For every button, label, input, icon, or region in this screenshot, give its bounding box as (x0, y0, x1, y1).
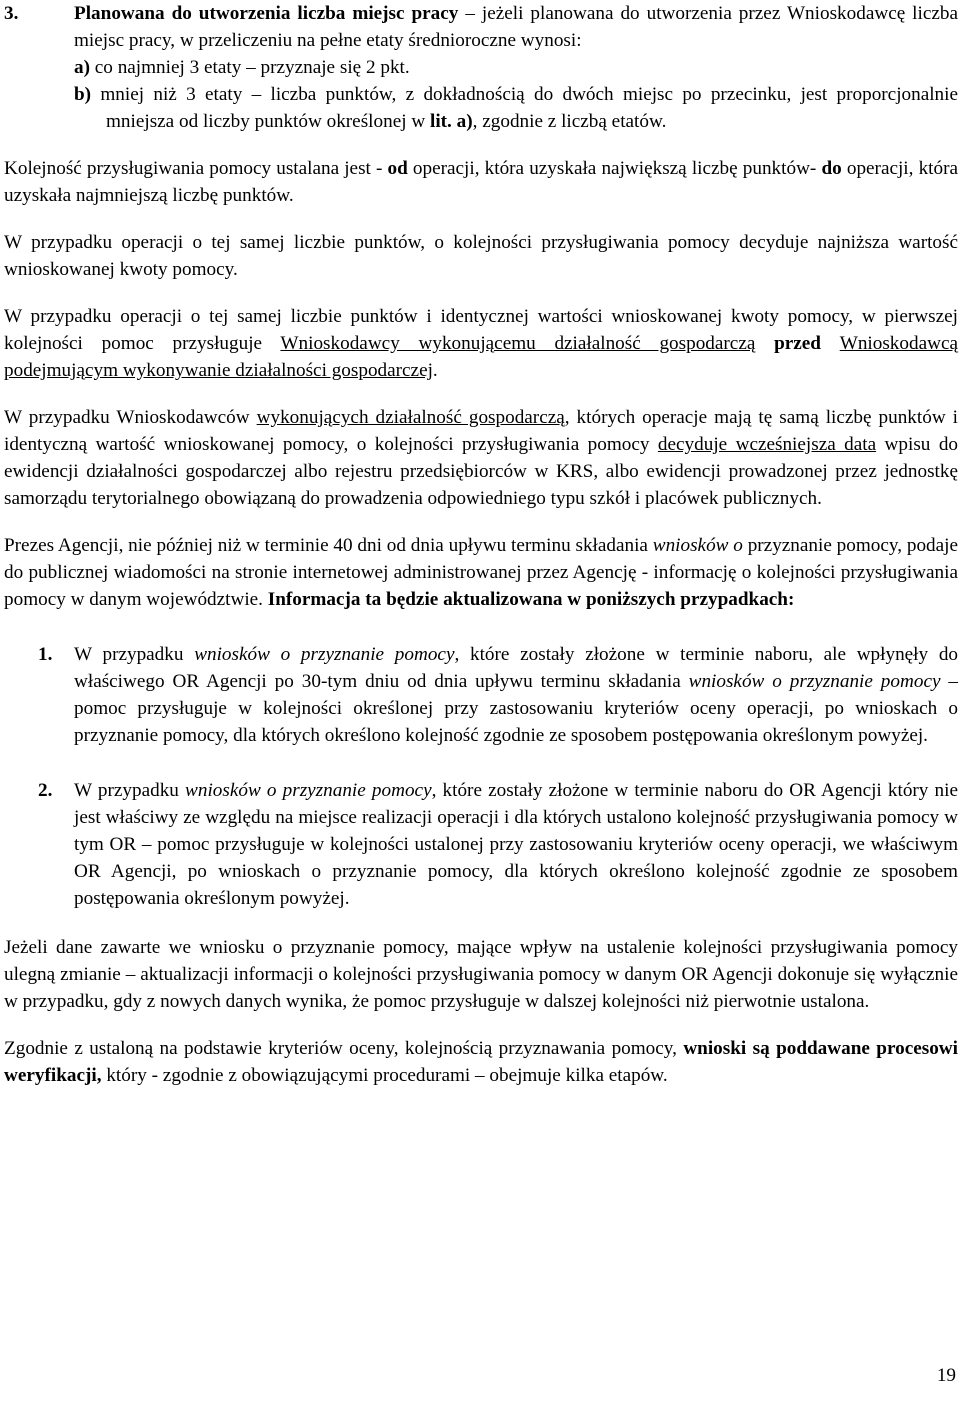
item-b-ref: lit. a) (430, 111, 473, 132)
bold-przed: przed (755, 333, 840, 354)
page-number: 19 (936, 1365, 956, 1386)
italic-text: wniosków o przyznanie pomocy (194, 644, 455, 665)
paragraph-text: Zgodnie z ustaloną na podstawie kryteriów oceny, kolejnością przyznawania pomocy, (4, 1038, 684, 1059)
underlined-text: decyduje wcześniejsza data (657, 434, 877, 455)
italic-text: wniosków o przyznanie pomocy (688, 671, 941, 692)
paragraph-priority (4, 303, 958, 384)
item-b-label: b) (74, 84, 92, 105)
list-item-text (74, 777, 958, 912)
item-a (74, 54, 958, 81)
paragraph-order (4, 155, 958, 209)
item-a-text: co najmniej 3 etaty – przyznaje się 2 pkt. (89, 57, 410, 78)
item-b-text: mniej niż 3 etaty – liczba punktów, z dokładnością do dwóch miejsc po przecinku, jest proporcjonalnie mniejsza od liczby punktów określonej w (91, 84, 958, 132)
paragraph-text: przyznanie pomocy, podaje do publicznej wiadomości na stronie internetowej administrowanej przez Agencję - informację o kolejności przysługiwania pomocy w danym województwie. (4, 535, 958, 610)
bold-do: do (821, 158, 842, 179)
list-number: 2. (38, 780, 53, 801)
paragraph-text: Kolejność przysługiwania pomocy ustalana jest - (4, 158, 388, 179)
item-b-text-end: , zgodnie z liczbą etatów. (472, 111, 667, 132)
underlined-text: wykonujących działalność gospodarczą (256, 407, 565, 428)
bold-text: wnioski są poddawane procesowi weryfikacji, (4, 1038, 958, 1086)
list-item-1 (4, 641, 958, 749)
paragraph-text: Prezes Agencji, nie później niż w terminie 40 dni od dnia upływu terminu składania (4, 535, 653, 556)
paragraph-text: , które zostały złożone w terminie naboru do OR Agencji który nie jest właściwy ze względu na miejsce realizacji operacji i dla których ustalono kolejność przysługiwania pomocy w tym OR – pomoc przysługuje w kolejności ustalonej przy zastosowaniu kryteriów oceny operacji, we właściwym OR Agencji, po wnioskach o przyznanie pomocy, dla których określono kolejność zgodnie ze sposobem postępowania określonym powyżej. (74, 780, 958, 909)
italic-text: wniosków o przyznanie pomocy (185, 780, 432, 801)
paragraph-text: W przypadku (74, 780, 186, 801)
paragraph-text: W przypadku Wnioskodawców (4, 407, 257, 428)
paragraph-data-change: Jeżeli dane zawarte we wniosku o przyznanie pomocy, mające wpływ na ustalenie kolejności przysługiwania pomocy ulegną zmianie – aktualizacji informacji o kolejności przysługiwania pomocy w danym OR Agencji dokonuje się wyłącznie w przypadku, gdy z nowych danych wynika, że pomoc przysługuje w dalszej kolejności niż pierwotnie ustalona. (4, 937, 958, 1012)
paragraph-verification (4, 1035, 958, 1089)
paragraph-text: . (432, 360, 438, 381)
list-item-text (74, 641, 958, 749)
bold-od: od (387, 158, 408, 179)
paragraph-text: operacji, która uzyskała najmniejszą liczbę punktów. (4, 158, 958, 206)
paragraph-text: W przypadku operacji o tej samej liczbie punktów i identycznej wartości wnioskowanej kwoty pomocy, w pierwszej kolejności pomoc przysługuje (4, 306, 958, 354)
section-lead: – jeżeli planowana do utworzenia przez Wnioskodawcę liczba miejsc pracy, w przeliczeniu na pełne etaty średnioroczne wynosi: (74, 3, 958, 51)
document-page (4, 0, 958, 1089)
italic-text: wniosków o (652, 535, 743, 556)
paragraph-text: , których operacje mają tę samą liczbę punktów i identyczną wartość wnioskowanej pomocy, o kolejności przysługiwania pomocy (4, 407, 959, 455)
paragraph-agency-president (4, 532, 958, 613)
paragraph-text: , które zostały złożone w terminie naboru, ale wpłynęły do właściwego OR Agencji po 30-tym dniu od dnia upływu terminu składania (74, 644, 959, 692)
paragraph-text: W przypadku (74, 644, 195, 665)
section-number: 3. (4, 3, 19, 24)
bold-text: Informacja ta będzie aktualizowana w poniższych przypadkach: (267, 589, 795, 610)
paragraph-text: który - zgodnie z obowiązującymi procedurami – obejmuje kilka etapów. (101, 1065, 668, 1086)
item-a-label: a) (74, 57, 90, 78)
section-3-heading (74, 0, 958, 54)
paragraph-text: – pomoc przysługuje w kolejności określonej przy zastosowaniu kryteriów oceny operacji, po wnioskach o przyznanie pomocy, dla których określono kolejność zgodnie ze sposobem postępowania określonym powyżej. (74, 671, 958, 746)
paragraph-earlier-date (4, 404, 958, 512)
paragraph-text: wpisu do ewidencji działalności gospodarczej albo rejestru przedsiębiorców w KRS, albo ewidencji prowadzonej przez jednostkę samorządu terytorialnego obowiązaną do prowadzenia odpowiedniego typu szkół i placówek publicznych. (4, 434, 959, 509)
paragraph-text: operacji, która uzyskała największą liczbę punktów- (407, 158, 822, 179)
underlined-text: Wnioskodawcą podejmującym wykonywanie działalności gospodarczej (4, 333, 958, 381)
list-number: 1. (38, 644, 53, 665)
section-3 (4, 0, 958, 135)
section-title: Planowana do utworzenia liczba miejsc pracy (74, 3, 459, 24)
item-b (74, 81, 958, 135)
paragraph-lowest-amount: W przypadku operacji o tej samej liczbie punktów, o kolejności przysługiwania pomocy decyduje najniższa wartość wnioskowanej kwoty pomocy. (4, 232, 958, 280)
underlined-text: Wnioskodawcy wykonującemu działalność gospodarczą (280, 333, 756, 354)
list-item-2 (4, 777, 958, 912)
